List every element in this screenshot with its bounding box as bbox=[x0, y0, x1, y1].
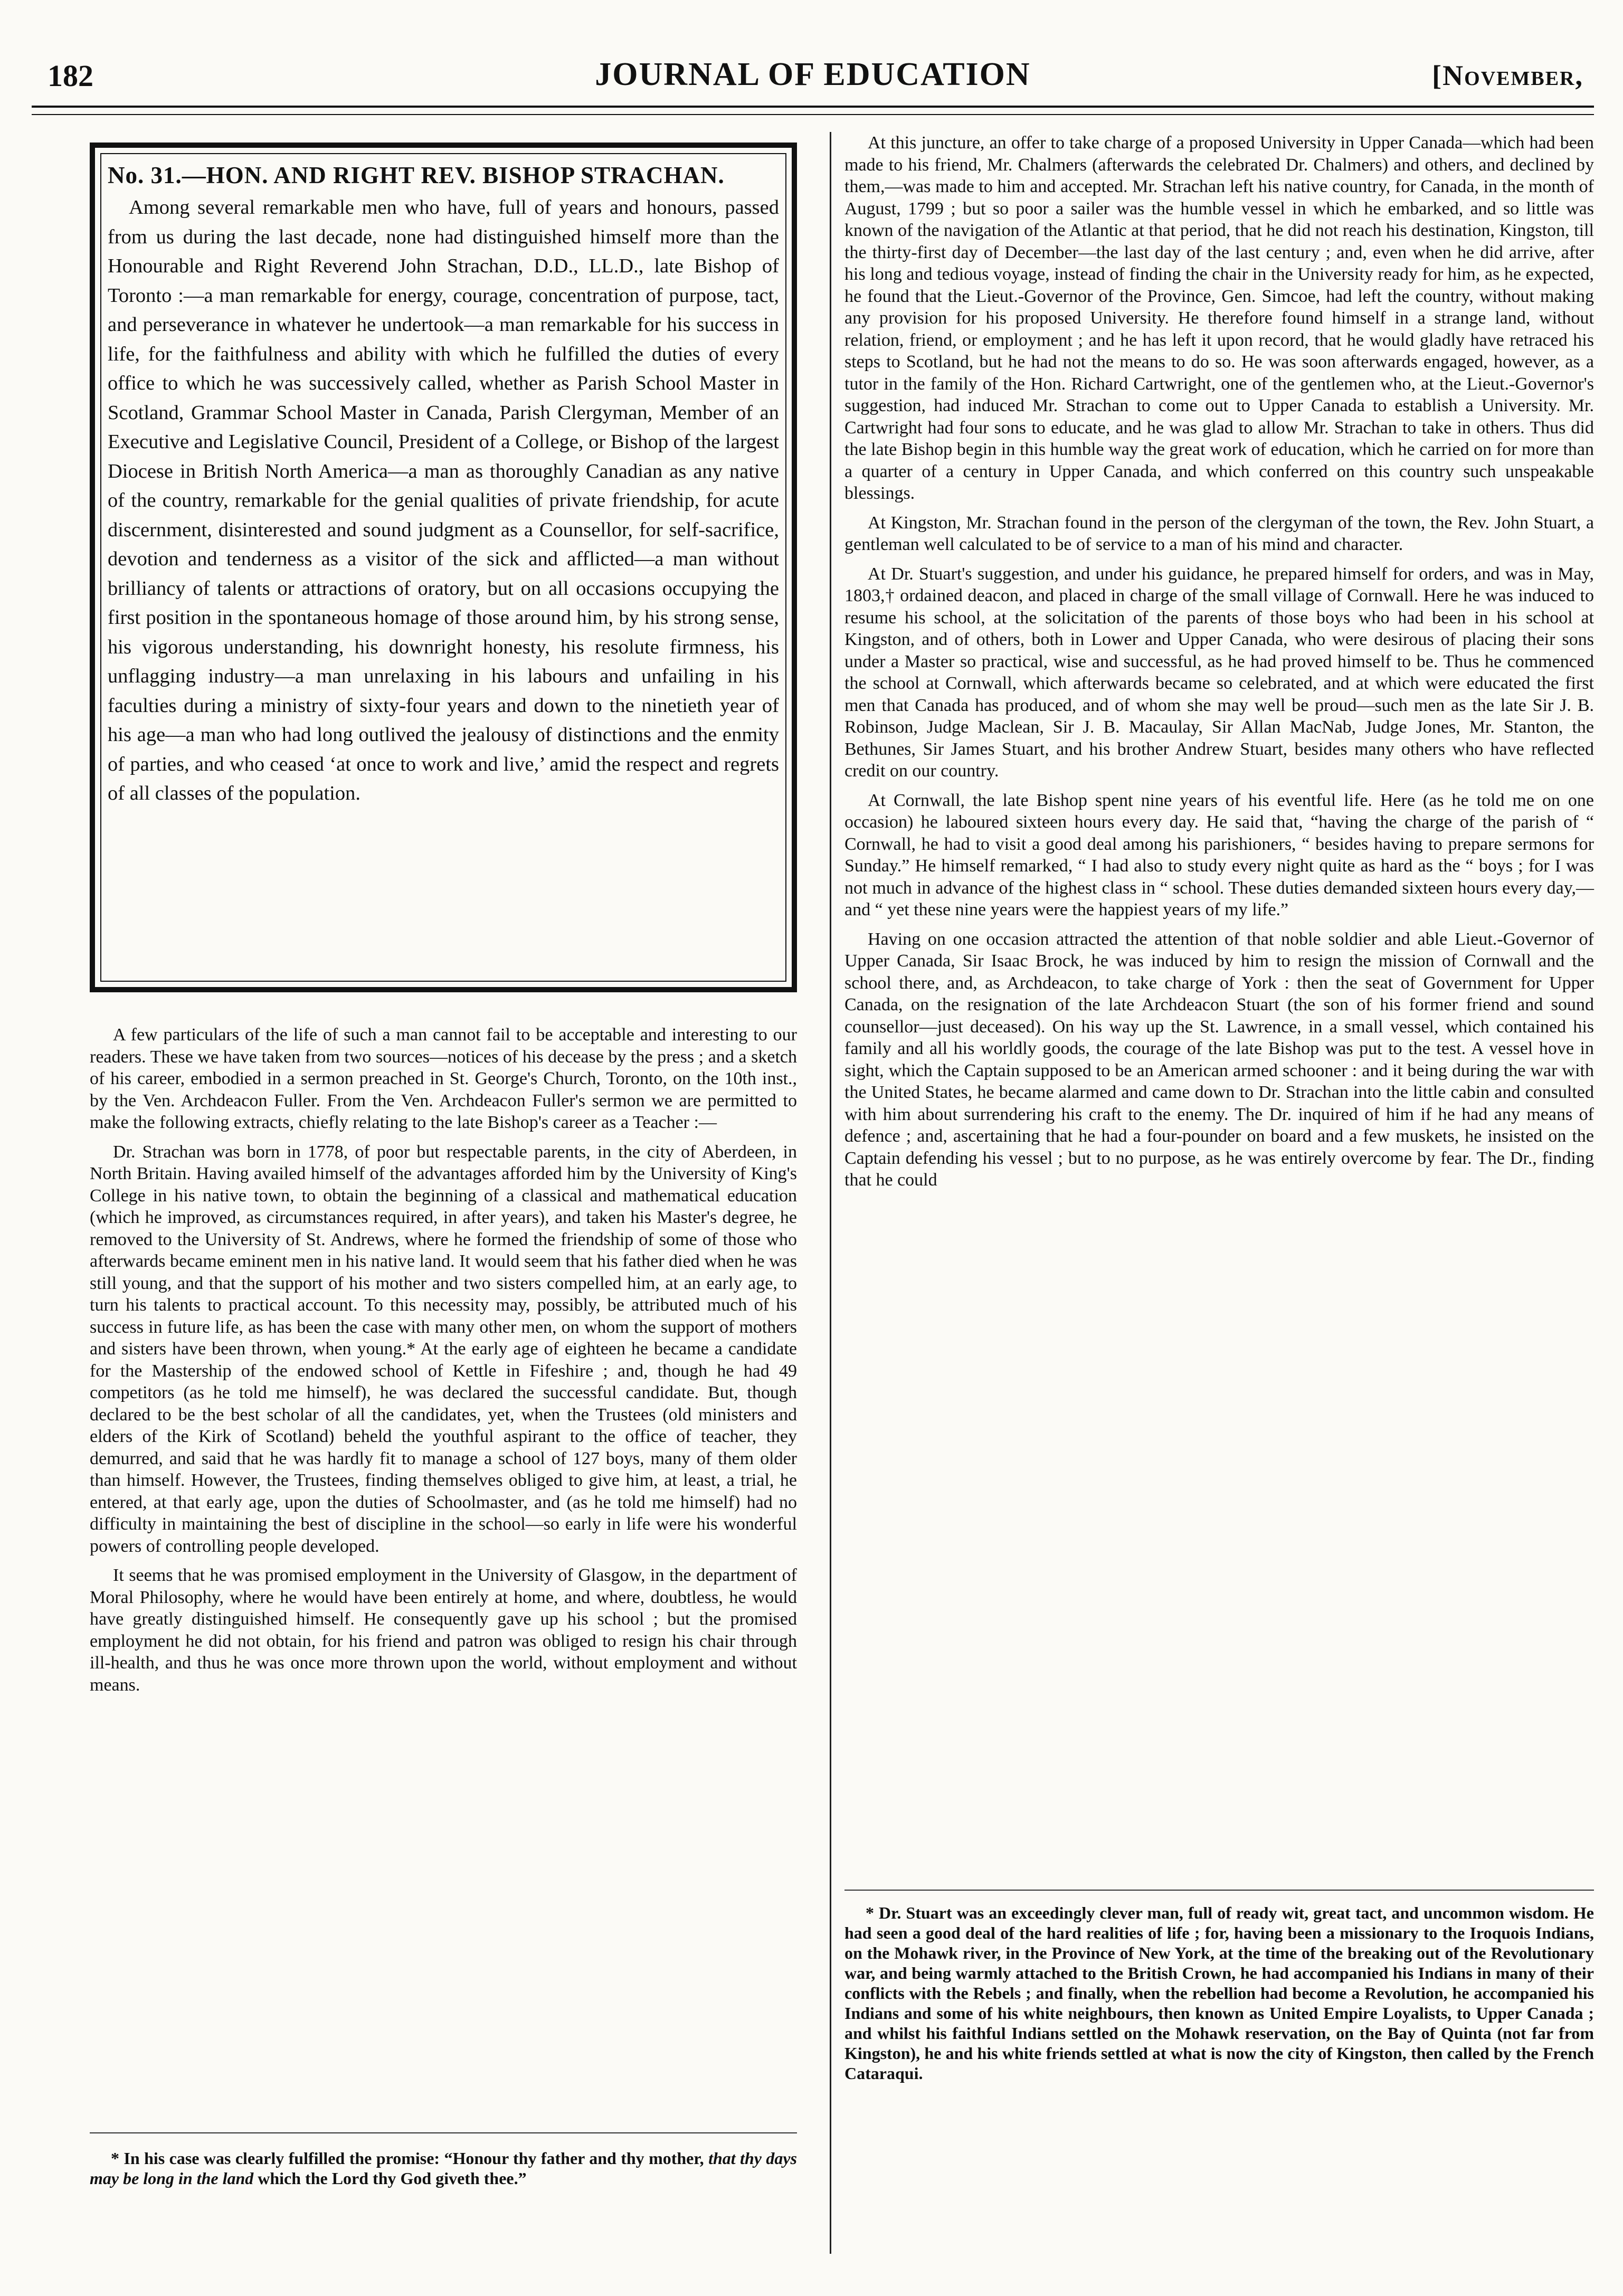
memorial-text: Among several remarkable men who have, full of years and honours, passed from us during the last decade, none had distinguished himself more than the Honourable and Right Reverend John Strachan, D.D., LL.D., late Bishop of Toronto :—a man remarkable for energy, courage, concentration of purpose, tact, and perseverance in whatever he undertook—a man remarkable for his success in life, for the faithfulness and ability with which he fulfilled the duties of every office to which he was successively called, whether as Parish School Master in Scotland, Grammar School Master in Canada, Parish Clergyman, Member of an Executive and Legislative Council, President of a College, or Bishop of the largest Diocese in British North America—a man as thoroughly Canadian as any native of the country, remarkable for the genial qualities of private friendship, for acute discernment, disinterested and sound judgment as a Counsellor, for self-sacrifice, devotion and tenderness as a visitor of the sick and afflicted—a man without brilliancy of talents or attractions of oratory, but on all occasions occupying the first position in the spontaneous homage of those around him, by his strong sense, his vigorous understanding, his downright honesty, his resolute firmness, his unflagging industry—a man unrelaxing in his labours and unfailing in his faculties during a ministry of sixty-four years and down to the ninetieth year of his age—a man who had long outlived the jealousy of distinctions and the enmity of parties, and who ceased ‘at once to work and live,’ amid the respect and regrets of all classes of the population. bbox=[108, 196, 779, 804]
left-article-body bbox=[90, 1024, 797, 1703]
article-paragraph: Dr. Strachan was born in 1778, of poor but respectable parents, in the city of Aberdeen, in North Britain. Having availed himself of the advantages afforded him by the University of King's College in his native town, to obtain the beginning of a classical and mathematical education (which he improved, as circumstances required, in after years), and taken his Master's degree, he removed to the University of St. Andrews, where he formed the friendship of some of those who afterwards became eminent men in his native land. It would seem that his father died when he was still young, and that the support of his mother and two sisters compelled him, at an early age, to turn his talents to practical account. To this necessity may, possibly, be attributed much of his success in future life, as has been the case with many other men, on whom the support of mothers and sisters have been thrown, when young.* At the early age of eighteen he became a candidate for the Mastership of the endowed school of Kettle in Fifeshire ; and, though he had 49 competitors (as he told me himself), he was declared the successful candidate. But, though declared to be the best scholar of all the candidates, yet, when the Trustees (old ministers and elders of the Kirk of Scotland) beheld the youthful aspirant to the office of teacher, they demurred, and said that he was hardly fit to manage a school of 127 boys, many of them older than himself. However, the Trustees, finding themselves obliged to give him, at least, a trial, he entered, at that early age, upon the duties of Schoolmaster, and (as he told me himself) had no difficulty in maintaining the best of discipline in the school—so early in life were his wonderful powers of controlling people developed. bbox=[90, 1142, 797, 1556]
memorial-box bbox=[90, 143, 797, 992]
footnote-right: * Dr. Stuart was an exceedingly clever man, full of ready wit, great tact, and uncommon wisdom. He had seen a good deal of the hard realities of life ; for, having been a missionary to the Iroquois Indians, on the Mohawk river, in the Province of New York, at the time of the breaking out of the Revolutionary war, and being warmly attached to the British Crown, he had accompanied his Indians in many of their conflicts with the Rebels ; and finally, when the rebellion had become a Revolution, he accompanied his Indians and some of his white neighbours, then known as United Empire Loyalists, to Upper Canada ; and whilst his faithful Indians settled on the Mohawk reservation, on the Bay of Quinta (not far from Kingston), he and his white friends settled at what is now the city of Kingston, then called by the French Cataraqui. bbox=[844, 1903, 1594, 2083]
article-paragraph: It seems that he was promised employment in the University of Glasgow, in the department of Moral Philosophy, where he would have been entirely at home, and where, doubtless, he would have greatly distinguished himself. He consequently gave up his school ; but the promised employment he did not obtain, for his friend and patron was obliged to resign his chair through ill-health, and thus he was once more thrown upon the world, without employment and without means. bbox=[90, 1566, 797, 1695]
footnote-tail: which the Lord thy God giveth thee.” bbox=[253, 2169, 527, 2188]
article-paragraph: Having on one occasion attracted the attention of that noble soldier and able Lieut.-Governor of Upper Canada, Sir Isaac Brock, he was induced by him to resign the mission of Cornwall and the school there, and, as Archdeacon, to take charge of York : then the seat of Government for Upper Canada, on the resignation of the late Archdeacon Stuart (the son of his former friend and sound counsellor—just deceased). On his way up the St. Lawrence, in a small vessel, which contained his family and all his worldly goods, the courage of the late Bishop was put to the test. A vessel hove in sight, which the Captain supposed to be an American armed schooner : and it being during the war with the United States, he became alarmed and came down to Dr. Strachan into the little cabin and consulted with him about surrendering his craft to the enemy. The Dr. inquired of him if he had any means of defence ; and, ascertaining that he had a four-pounder on board and a few muskets, he insisted on the Captain defending his vessel ; but to no purpose, as he was entirely overcome by fear. The Dr., finding that he could bbox=[844, 929, 1594, 1190]
right-article-body bbox=[844, 132, 1594, 1199]
footnote-lead: * In his case was clearly fulfilled the promise: “Honour thy father and thy mother, bbox=[111, 2149, 709, 2168]
article-paragraph: At Kingston, Mr. Strachan found in the person of the clergyman of the town, the Rev. John Stuart, a gentleman well calculated to be of service to a man of his mind and character. bbox=[844, 513, 1594, 554]
page-number: 182 bbox=[48, 59, 93, 93]
article-paragraph: At Cornwall, the late Bishop spent nine years of his eventful life. Here (as he told me on one occasion) he laboured sixteen hours every day. He said that, “having the charge of the parish of “ Cornwall, he had to visit a good deal among his parishioners, “ besides having to prepare sermons for Sunday.” He himself remarked, “ I had also to study every night quite as hard as the “ boys ; for I was not much in advance of the highest class in “ school. These duties demanded sixteen hours every day,—and “ yet these nine years were the happiest years of my life.” bbox=[844, 790, 1594, 919]
footnote-rule bbox=[90, 2132, 797, 2133]
footnote-rule bbox=[844, 1890, 1594, 1891]
header-rule-thin bbox=[32, 114, 1594, 115]
column-divider bbox=[830, 132, 831, 2254]
issue-month: [November, bbox=[1432, 60, 1583, 91]
footnote-emphasis: that thy days may be long in the land bbox=[90, 2149, 798, 2188]
journal-title: JOURNAL OF EDUCATION bbox=[595, 56, 1031, 92]
article-paragraph: At Dr. Stuart's suggestion, and under his guidance, he prepared himself for orders, and was in May, 1803,† ordained deacon, and placed in charge of the small village of Cornwall. Here he was induced to resume his school, at the solicitation of the parents of those boys who had been in his school at Kingston, and of others, both in Lower and Upper Canada, who were desirous of placing their sons under a Master so practical, wise and successful, as he had proved himself to be. Thus he commenced the school at Cornwall, which afterwards became so celebrated, and at which were educated the first men that Canada has produced, and of whom she may well be proud—such men as the late Sir J. B. Robinson, Judge Maclean, Sir J. B. Macaulay, Sir Allan MacNab, Judge Jones, Mr. Stanton, the Bethunes, Sir James Stuart, and his brother Andrew Stuart, besides many others who have reflected credit on our country. bbox=[844, 564, 1594, 781]
article-paragraph: A few particulars of the life of such a man cannot fail to be acceptable and interesting to our readers. These we have taken from two sources—notices of his decease by the press ; and a sketch of his career, embodied in a sermon preached in St. George's Church, Toronto, on the 10th inst., by the Ven. Archdeacon Fuller. From the Ven. Archdeacon Fuller's sermon we are permitted to make the following extracts, chiefly relating to the late Bishop's career as a Teacher :— bbox=[90, 1025, 797, 1132]
header-rule bbox=[32, 106, 1594, 108]
footnote-left bbox=[90, 2148, 797, 2188]
page-header bbox=[37, 53, 1589, 100]
article-paragraph: At this juncture, an offer to take charge of a proposed University in Upper Canada—which had been made to his friend, Mr. Chalmers (afterwards the celebrated Dr. Chalmers) and others, and declined by them,—was made to him and accepted. Mr. Strachan left his native country, for Canada, in the month of August, 1799 ; but so poor a sailer was the humble vessel in which he embarked, and so little was known of the navigation of the Atlantic at that period, that he did not reach his destination, Kingston, till the thirty-first day of December—the last day of the last century ; and, even when he did arrive, after his long and tedious voyage, instead of finding the chair in the University ready for him, as he expected, he found that the Lieut.-Governor of the Province, Gen. Simcoe, had left the country, without making any provision for his proposed University. He therefore found himself in a strange land, without relation, friend, or employment ; and he has left it upon record, that he would gladly have retraced his steps to Scotland, but he had not the means to do so. He was soon afterwards engaged, however, as a tutor in the family of the Hon. Richard Cartwright, one of the gentlemen who, at the Lieut.-Governor's suggestion, had induced Mr. Strachan to come out to Upper Canada to establish a University. Mr. Cartwright had four sons to educate, and he was glad to allow Mr. Strachan to take in others. Thus did the late Bishop begin in this humble way the great work of education, which he carried on for more than a quarter of a century in Upper Canada, and which conferred on this country such unspeakable blessings. bbox=[844, 133, 1594, 503]
memorial-title: No. 31.—HON. AND RIGHT REV. BISHOP STRACHAN. bbox=[108, 162, 725, 188]
